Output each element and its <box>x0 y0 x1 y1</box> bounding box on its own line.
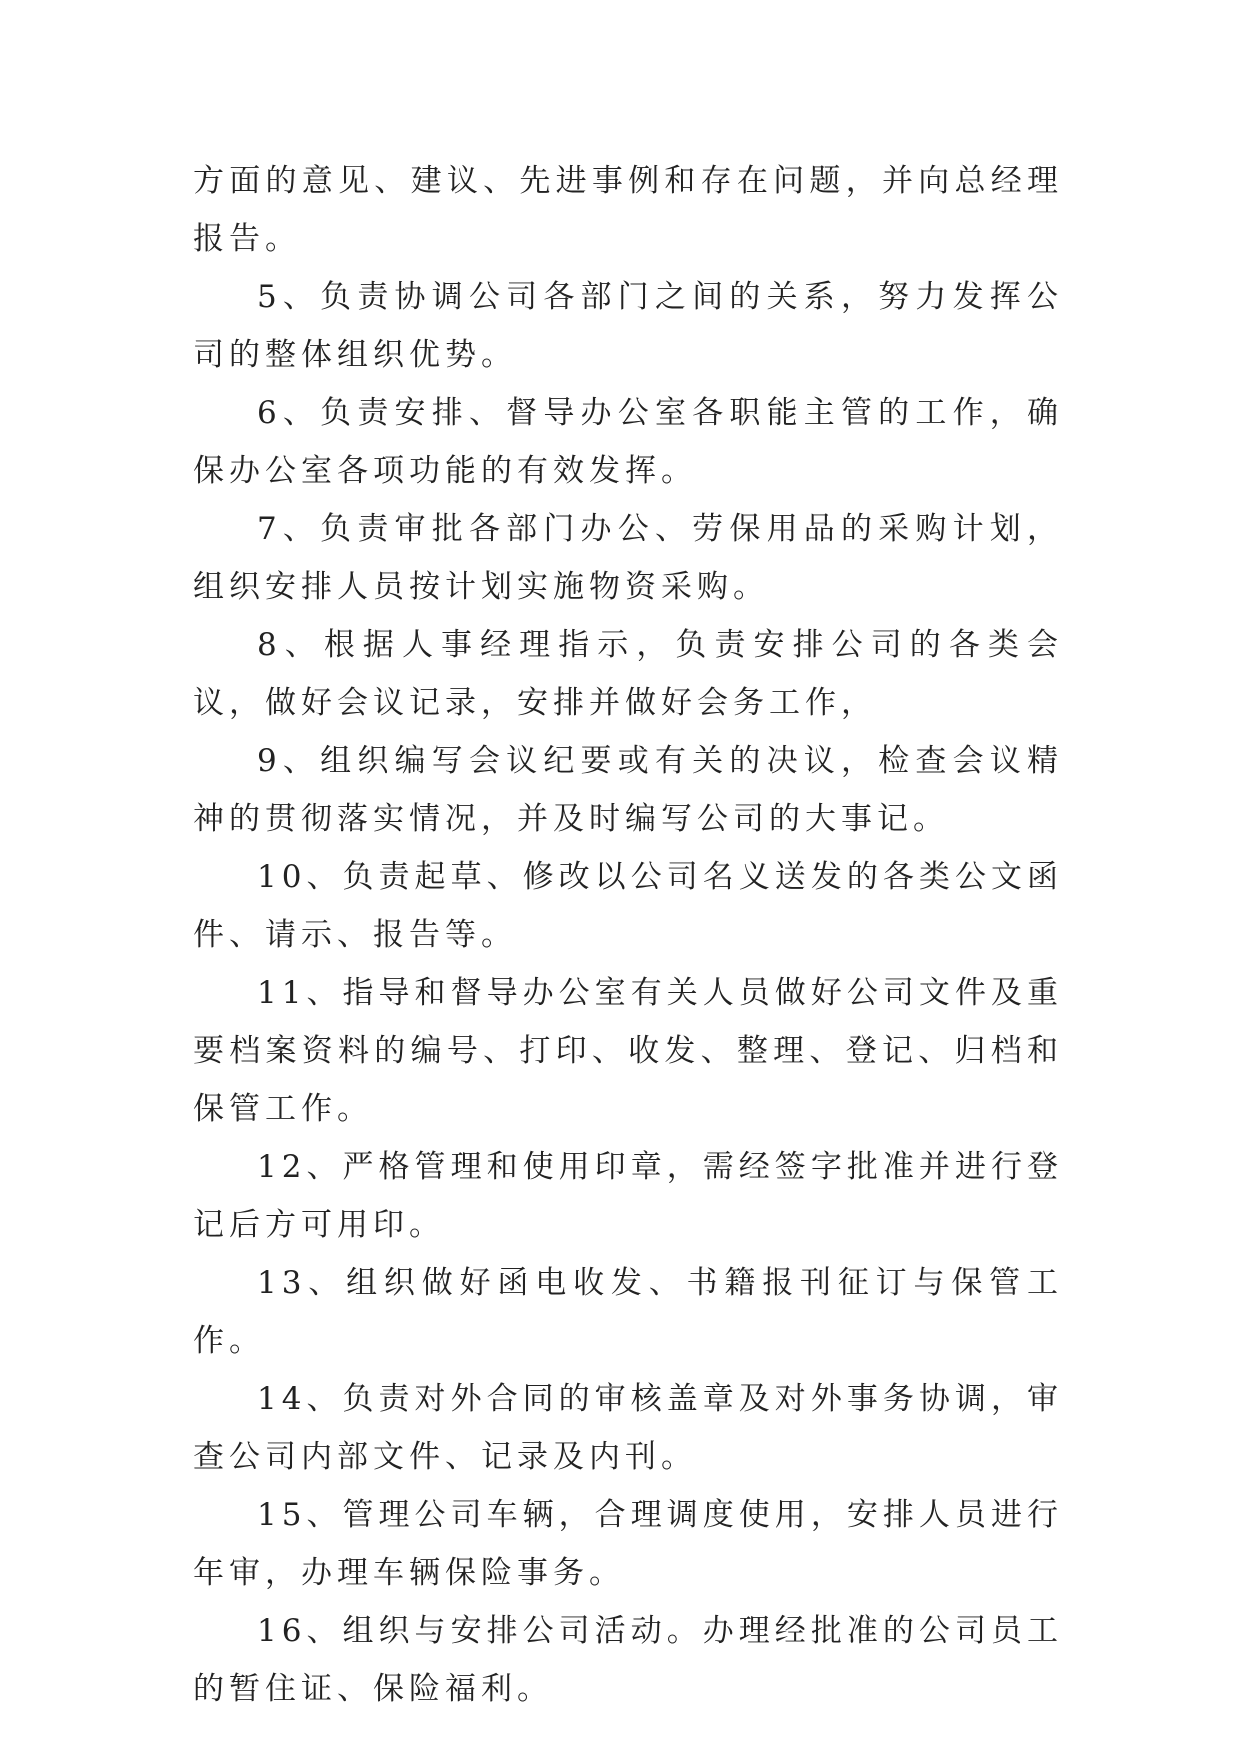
paragraph-item-13: 13、组织做好函电收发、书籍报刊征订与保管工作。 <box>193 1265 1063 1359</box>
paragraph-item-16: 16、组织与安排公司活动。办理经批准的公司员工的暂住证、保险福利。 <box>193 1613 1063 1707</box>
paragraph-item-11: 11、指导和督导办公室有关人员做好公司文件及重要档案资料的编号、打印、收发、整理、登记、归档和保管工作。 <box>193 975 1063 1127</box>
paragraph-item-8: 8、根据人事经理指示，负责安排公司的各类会议，做好会议记录，安排并做好会务工作， <box>193 627 1063 721</box>
paragraph-item-15: 15、管理公司车辆，合理调度使用，安排人员进行年审，办理车辆保险事务。 <box>193 1497 1063 1591</box>
document-body <box>193 152 1063 1718</box>
paragraph-item-14: 14、负责对外合同的审核盖章及对外事务协调，审查公司内部文件、记录及内刊。 <box>193 1381 1063 1475</box>
paragraph-item-12: 12、严格管理和使用印章，需经签字批准并进行登记后方可用印。 <box>193 1149 1063 1243</box>
paragraph-item-10: 10、负责起草、修改以公司名义送发的各类公文函件、请示、报告等。 <box>193 859 1063 953</box>
paragraph-item-9: 9、组织编写会议纪要或有关的决议，检查会议精神的贯彻落实情况，并及时编写公司的大事记。 <box>193 743 1063 837</box>
paragraph-item-7: 7、负责审批各部门办公、劳保用品的采购计划，组织安排人员按计划实施物资采购。 <box>193 511 1063 605</box>
paragraph-item-5: 5、负责协调公司各部门之间的关系，努力发挥公司的整体组织优势。 <box>193 279 1063 373</box>
paragraph-continuation: 方面的意见、建议、先进事例和存在问题，并向总经理报告。 <box>193 163 1063 257</box>
paragraph-item-6: 6、负责安排、督导办公室各职能主管的工作，确保办公室各项功能的有效发挥。 <box>193 395 1063 489</box>
